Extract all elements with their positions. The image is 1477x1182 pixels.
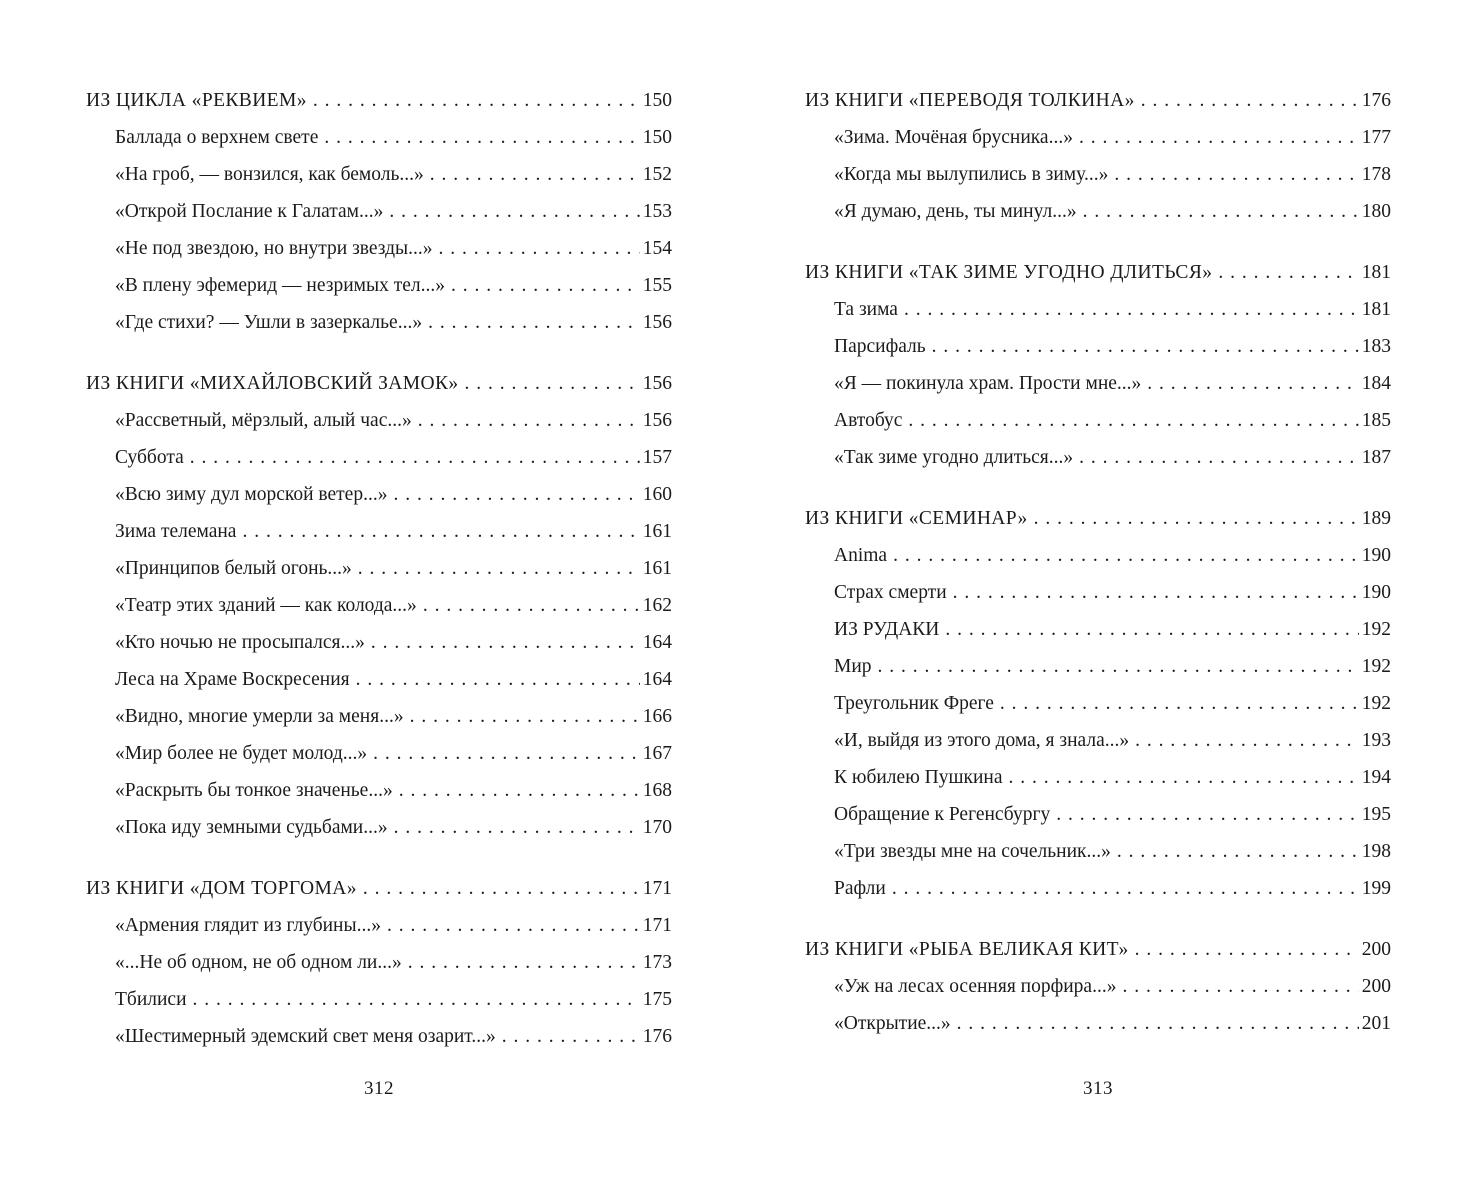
toc-entry-page: 200 [1361,939,1391,960]
page-number: 312 [364,1078,394,1099]
toc-entry-title: Автобус [834,410,903,431]
toc-entry-page: 154 [642,238,672,259]
toc-entry-page: 180 [1361,201,1391,222]
toc-entry-page: 161 [642,558,672,579]
toc-entry-row [805,574,1391,611]
dot-leader [1008,759,1358,796]
dot-leader [394,809,640,846]
toc-entry-row [805,870,1391,907]
toc-entry-page: 195 [1361,804,1391,825]
toc-entry-page: 171 [642,878,672,899]
dot-leader [908,402,1358,439]
toc-entry-page: 192 [1361,693,1391,714]
toc-entry-row [86,661,672,698]
dot-leader [324,119,639,156]
toc-entry-row [86,698,672,735]
dot-leader [439,230,640,267]
toc-sections [805,82,1391,1042]
toc-heading-title: ИЗ КНИГИ «РЫБА ВЕЛИКАЯ КИТ» [805,939,1129,960]
toc-entry-page: 193 [1361,730,1391,751]
toc-section [805,931,1391,1042]
toc-entry-page: 162 [642,595,672,616]
toc-heading-row [805,500,1391,537]
toc-heading-title: ИЗ КНИГИ «СЕМИНАР» [805,508,1028,529]
toc-entry-page: 164 [642,669,672,690]
toc-entry-page: 166 [642,706,672,727]
toc-entry-row [86,193,672,230]
toc-entry-page: 192 [1361,619,1391,640]
dot-leader [430,156,640,193]
page-number: 313 [1083,1078,1113,1099]
toc-entry-row [805,833,1391,870]
toc-heading-row [86,82,672,119]
toc-entry-row [805,648,1391,685]
dot-leader [957,1005,1359,1042]
toc-entry-row [86,230,672,267]
toc-entry-row [86,624,672,661]
toc-heading-title: ИЗ КНИГИ «ПЕРЕВОДЯ ТОЛКИНА» [805,90,1135,111]
toc-entry-page: 181 [1361,299,1391,320]
dot-leader [1141,82,1359,119]
dot-leader [190,439,640,476]
toc-entry-row [805,611,1391,648]
dot-leader [358,550,640,587]
toc-heading-row [805,931,1391,968]
toc-entry-title: Баллада о верхнем свете [115,127,319,148]
toc-entry-page: 199 [1361,878,1391,899]
toc-entry-title: «И, выйдя из этого дома, я знала...» [834,730,1130,751]
toc-entry-title: «Уж на лесах осенняя порфира...» [834,976,1117,997]
toc-heading-title: ИЗ КНИГИ «МИХАЙЛОВСКИЙ ЗАМОК» [86,373,459,394]
toc-entry-row [805,328,1391,365]
toc-entry-page: 190 [1361,582,1391,603]
toc-entry-row [86,119,672,156]
toc-entry-title: «Зима. Мочёная брусника...» [834,127,1073,148]
dot-leader [1079,439,1359,476]
toc-entry-page: 176 [642,1026,672,1047]
toc-entry-page: 150 [642,127,672,148]
dot-leader [932,328,1359,365]
dot-leader [313,82,640,119]
toc-entry-title: Рафли [834,878,886,899]
toc-entry-row [86,944,672,981]
toc-entry-page: 175 [642,989,672,1010]
toc-entry-row [86,735,672,772]
dot-leader [893,537,1359,574]
toc-entry-row [86,476,672,513]
toc-entry-title: «Я думаю, день, ты минул...» [834,201,1077,222]
toc-entry-row [86,907,672,944]
toc-entry-title: «Не под звездою, но внутри звезды...» [115,238,433,259]
toc-entry-title: Зима телемана [115,521,237,542]
toc-entry-title: Треугольник Фреге [834,693,994,714]
toc-entry-title: «Шестимерный эдемский свет меня озарит...» [115,1026,496,1047]
toc-entry-title: «Пока иду земными судьбами...» [115,817,388,838]
toc-entry-title: Страх смерти [834,582,947,603]
dot-leader [423,587,640,624]
toc-entry-row [805,1005,1391,1042]
dot-leader [1218,254,1358,291]
toc-entry-row [86,772,672,809]
toc-entry-title: «Открой Послание к Галатам...» [115,201,384,222]
toc-section [86,870,672,1055]
toc-heading-title: ИЗ ЦИКЛА «РЕКВИЕМ» [86,90,307,111]
toc-entry-row [805,291,1391,328]
toc-entry-title: Парсифаль [834,336,926,357]
dot-leader [393,476,639,513]
toc-section [86,365,672,846]
dot-leader [1122,968,1358,1005]
dot-leader [242,513,639,550]
dot-leader [1079,119,1359,156]
toc-entry-page: 184 [1361,373,1391,394]
toc-entry-row [805,759,1391,796]
toc-entry-title: «Три звезды мне на сочельник...» [834,841,1111,862]
toc-entry-title: Та зима [834,299,898,320]
toc-entry-row [86,402,672,439]
dot-leader [1000,685,1359,722]
toc-entry-page: 171 [642,915,672,936]
toc-entry-row [805,685,1391,722]
toc-entry-page: 153 [642,201,672,222]
toc-entry-page: 167 [642,743,672,764]
toc-entry-title: «Армения глядит из глубины...» [115,915,381,936]
dot-leader [892,870,1359,907]
toc-entry-page: 156 [642,373,672,394]
dot-leader [408,944,640,981]
toc-entry-page: 157 [642,447,672,468]
toc-heading-title: ИЗ КНИГИ «ТАК ЗИМЕ УГОДНО ДЛИТЬСЯ» [805,262,1213,283]
toc-entry-page: 164 [642,632,672,653]
dot-leader [878,648,1359,685]
dot-leader [428,304,640,341]
dot-leader [1083,193,1359,230]
dot-leader [465,365,640,402]
dot-leader [1117,833,1359,870]
toc-entry-page: 201 [1361,1013,1391,1034]
toc-entry-row [805,439,1391,476]
toc-entry-page: 150 [642,90,672,111]
toc-heading-title: ИЗ КНИГИ «ДОМ ТОРГОМА» [86,878,357,899]
toc-entry-page: 173 [642,952,672,973]
toc-entry-page: 176 [1361,90,1391,111]
toc-entry-page: 160 [642,484,672,505]
toc-entry-row [805,119,1391,156]
toc-heading-row [805,82,1391,119]
toc-entry-row [805,968,1391,1005]
toc-entry-row [86,267,672,304]
toc-entry-title: Anima [834,545,888,566]
toc-entry-page: 177 [1361,127,1391,148]
toc-entry-title: Мир [834,656,872,677]
toc-section [805,254,1391,476]
toc-heading-row [805,254,1391,291]
toc-entry-row [86,439,672,476]
toc-entry-title: ИЗ РУДАКИ [834,619,940,640]
toc-sections [86,82,672,1055]
dot-leader [399,772,640,809]
toc-entry-title: «Раскрыть бы тонкое значенье...» [115,780,393,801]
dot-leader [1147,365,1358,402]
dot-leader [1056,796,1359,833]
toc-section [805,82,1391,230]
toc-heading-row [86,365,672,402]
toc-entry-page: 178 [1361,164,1391,185]
toc-heading-row [86,870,672,907]
toc-entry-row [805,156,1391,193]
toc-entry-page: 189 [1361,508,1391,529]
toc-entry-row [86,304,672,341]
dot-leader [363,870,640,907]
toc-entry-row [805,722,1391,759]
dot-leader [356,661,640,698]
toc-entry-title: «Где стихи? — Ушли в зазеркалье...» [115,312,423,333]
toc-entry-title: «Принципов белый огонь...» [115,558,352,579]
toc-entry-page: 194 [1361,767,1391,788]
toc-entry-page: 156 [642,312,672,333]
toc-entry-row [805,402,1391,439]
toc-entry-row [86,587,672,624]
toc-entry-page: 161 [642,521,672,542]
dot-leader [193,981,640,1018]
toc-entry-title: «Театр этих зданий — как колода...» [115,595,417,616]
toc-entry-title: Обращение к Регенсбургу [834,804,1051,825]
toc-entry-row [86,809,672,846]
toc-entry-row [805,365,1391,402]
toc-entry-title: «Рассветный, мёрзлый, алый час...» [115,410,412,431]
toc-entry-title: Леса на Храме Воскресения [115,669,350,690]
toc-section [86,82,672,341]
toc-entry-title: «Видно, многие умерли за меня...» [115,706,404,727]
toc-entry-page: 168 [642,780,672,801]
toc-entry-title: «Всю зиму дул морской ветер...» [115,484,388,505]
toc-entry-page: 190 [1361,545,1391,566]
toc-entry-page: 170 [642,817,672,838]
toc-entry-row [86,550,672,587]
toc-entry-page: 200 [1361,976,1391,997]
dot-leader [1135,722,1359,759]
toc-entry-title: Тбилиси [115,989,187,1010]
toc-entry-title: «Кто ночью не просыпался...» [115,632,365,653]
toc-entry-row [805,193,1391,230]
dot-leader [945,611,1358,648]
toc-page-right [805,82,1391,1182]
toc-entry-row [805,796,1391,833]
toc-entry-page: 155 [642,275,672,296]
toc-page-left [86,82,672,1182]
toc-entry-row [805,537,1391,574]
dot-leader [410,698,640,735]
toc-entry-page: 187 [1361,447,1391,468]
dot-leader [502,1018,640,1055]
toc-entry-page: 183 [1361,336,1391,357]
toc-entry-title: «В плену эфемерид — незримых тел...» [115,275,445,296]
dot-leader [904,291,1359,328]
toc-entry-title: «Я — покинула храм. Прости мне...» [834,373,1142,394]
dot-leader [389,193,639,230]
dot-leader [373,735,640,772]
toc-entry-page: 198 [1361,841,1391,862]
toc-entry-row [86,156,672,193]
toc-entry-title: «На гроб, — вонзился, как бемоль...» [115,164,424,185]
dot-leader [1135,931,1359,968]
toc-entry-page: 156 [642,410,672,431]
dot-leader [387,907,640,944]
toc-entry-title: «Когда мы вылупились в зиму...» [834,164,1109,185]
toc-entry-row [86,1018,672,1055]
toc-entry-row [86,981,672,1018]
dot-leader [371,624,640,661]
toc-entry-title: «...Не об одном, не об одном ли...» [115,952,402,973]
dot-leader [418,402,640,439]
dot-leader [953,574,1359,611]
toc-entry-title: «Так зиме угодно длиться...» [834,447,1074,468]
toc-entry-title: «Открытие...» [834,1013,951,1034]
toc-section [805,500,1391,907]
toc-entry-page: 152 [642,164,672,185]
dot-leader [1114,156,1358,193]
toc-entry-title: «Мир более не будет молод...» [115,743,368,764]
toc-entry-page: 192 [1361,656,1391,677]
toc-entry-page: 181 [1361,262,1391,283]
toc-entry-title: К юбилею Пушкина [834,767,1003,788]
dot-leader [1034,500,1359,537]
toc-entry-page: 185 [1361,410,1391,431]
dot-leader [451,267,640,304]
toc-entry-title: Суббота [115,447,184,468]
toc-entry-row [86,513,672,550]
